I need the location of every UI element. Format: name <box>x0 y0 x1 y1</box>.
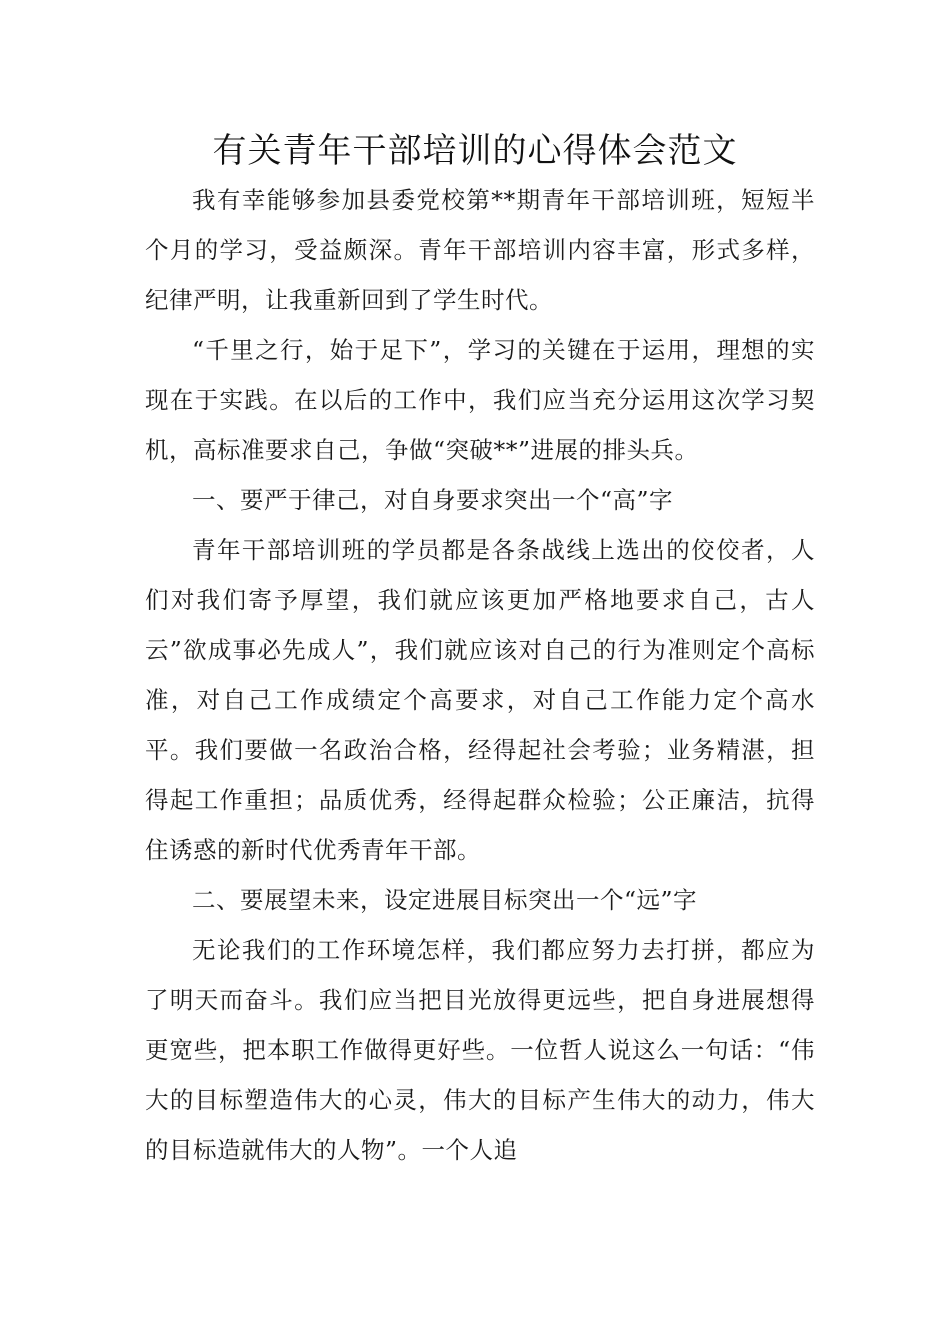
section-heading-2: 二、要展望未来，设定进展目标突出一个“远”字 <box>192 886 698 914</box>
paragraph-intro: 我有幸能够参加县委党校第**期青年干部培训班，短短半个月的学习，受益颇深。青年干部培训内容丰富，形式多样，纪律严明，让我重新回到了学生时代。 <box>145 186 815 314</box>
paragraph-section-2: 无论我们的工作环境怎样，我们都应努力去打拼，都应为了明天而奋斗。我们应当把目光放得更远些，把自身进展想得更宽些，把本职工作做得更好些。一位哲人说这么一句话：“伟大的目标塑造伟大的心灵，伟大的目标产生伟大的动力，伟大的目标造就伟大的人物”。一个人追 <box>145 936 815 1164</box>
document-title: 有关青年干部培训的心得体会范文 <box>212 131 738 171</box>
paragraph-section-1: 青年干部培训班的学员都是各条战线上选出的佼佼者，人们对我们寄予厚望，我们就应该更加严格地要求自己，古人云”欲成事必先成人”，我们就应该对自己的行为准则定个高标准，对自己工作成绩定个高要求，对自己工作能力定个高水平。我们要做一名政治合格，经得起社会考验；业务精湛，担得起工作重担；品质优秀，经得起群众检验；公正廉洁，抗得住诱惑的新时代优秀青年干部。 <box>145 536 815 864</box>
document-body <box>145 175 815 1175</box>
section-heading-1: 一、要严于律己，对自身要求突出一个“高”字 <box>192 486 674 514</box>
paragraph-quote: “千里之行，始于足下”，学习的关键在于运用，理想的实现在于实践。在以后的工作中，我们应当充分运用这次学习契机，高标准要求自己，争做“突破**”进展的排头兵。 <box>145 336 815 464</box>
